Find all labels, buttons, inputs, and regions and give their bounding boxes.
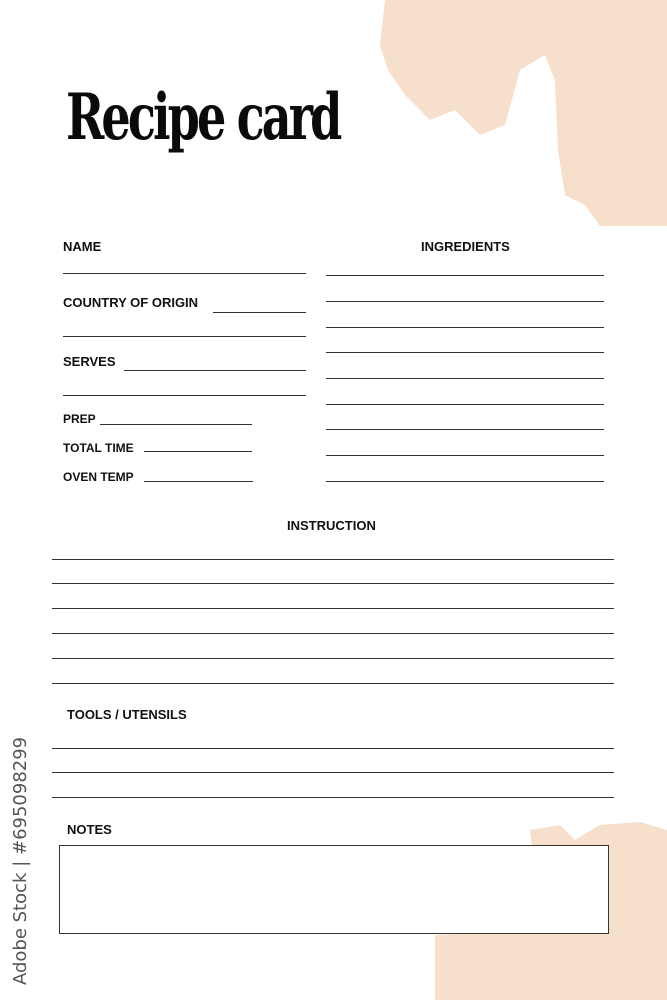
oven-temp-label: OVEN TEMP bbox=[63, 470, 134, 484]
ingredient-line[interactable] bbox=[326, 352, 604, 353]
ingredient-line[interactable] bbox=[326, 481, 604, 482]
ingredient-line[interactable] bbox=[326, 301, 604, 302]
name-line[interactable] bbox=[63, 273, 306, 274]
tools-label: TOOLS / UTENSILS bbox=[67, 707, 187, 722]
country-line-2[interactable] bbox=[63, 336, 306, 337]
page-title: Recipe card bbox=[66, 80, 340, 155]
name-label: NAME bbox=[63, 239, 102, 254]
serves-line[interactable] bbox=[124, 370, 306, 371]
total-time-line[interactable] bbox=[144, 451, 252, 452]
instruction-line[interactable] bbox=[52, 608, 614, 609]
ingredient-line[interactable] bbox=[326, 275, 604, 276]
prep-label: PREP bbox=[63, 412, 96, 426]
instruction-line[interactable] bbox=[52, 683, 614, 684]
serves-label: SERVES bbox=[63, 354, 116, 369]
ingredient-line[interactable] bbox=[326, 378, 604, 379]
tools-line[interactable] bbox=[52, 748, 614, 749]
prep-line[interactable] bbox=[100, 424, 252, 425]
serves-line-2[interactable] bbox=[63, 395, 306, 396]
notes-label: NOTES bbox=[67, 822, 112, 837]
notes-box[interactable] bbox=[59, 845, 609, 934]
ingredient-line[interactable] bbox=[326, 429, 604, 430]
instruction-line[interactable] bbox=[52, 658, 614, 659]
total-time-label: TOTAL TIME bbox=[63, 441, 134, 455]
country-label: COUNTRY OF ORIGIN bbox=[63, 295, 199, 310]
oven-temp-line[interactable] bbox=[144, 481, 253, 482]
instruction-line[interactable] bbox=[52, 583, 614, 584]
country-line[interactable] bbox=[213, 312, 306, 313]
tools-line[interactable] bbox=[52, 772, 614, 773]
ingredients-label: INGREDIENTS bbox=[421, 239, 510, 254]
instruction-label: INSTRUCTION bbox=[287, 518, 376, 533]
ingredient-line[interactable] bbox=[326, 404, 604, 405]
watermark: Adobe Stock | #695098299 bbox=[10, 736, 31, 985]
ingredient-line[interactable] bbox=[326, 455, 604, 456]
instruction-line[interactable] bbox=[52, 559, 614, 560]
tools-line[interactable] bbox=[52, 797, 614, 798]
instruction-line[interactable] bbox=[52, 633, 614, 634]
ingredient-line[interactable] bbox=[326, 327, 604, 328]
